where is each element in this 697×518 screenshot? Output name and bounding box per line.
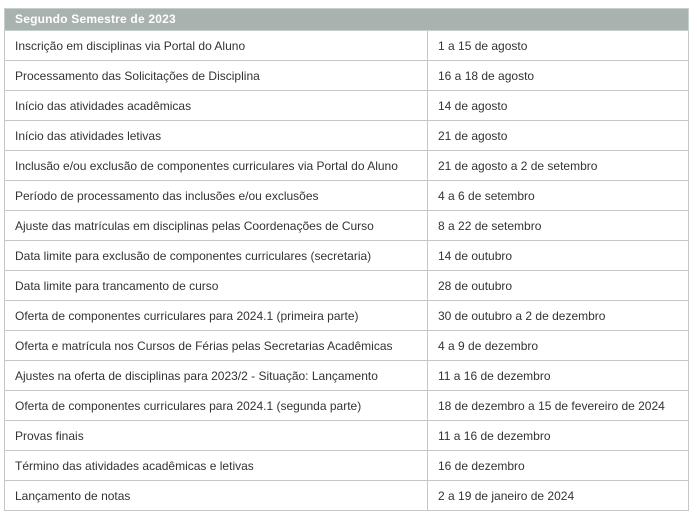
date-cell: 28 de outubro xyxy=(428,271,689,301)
date-cell: 4 a 9 de dezembro xyxy=(428,331,689,361)
event-cell: Data limite para exclusão de componentes curriculares (secretaria) xyxy=(5,241,428,271)
table-row xyxy=(5,361,689,391)
date-cell: 2 a 19 de janeiro de 2024 xyxy=(428,481,689,511)
event-cell: Oferta de componentes curriculares para 2024.1 (segunda parte) xyxy=(5,391,428,421)
table-row xyxy=(5,391,689,421)
date-cell: 1 a 15 de agosto xyxy=(428,31,689,61)
event-cell: Lançamento de notas xyxy=(5,481,428,511)
event-cell: Início das atividades letivas xyxy=(5,121,428,151)
event-cell: Oferta e matrícula nos Cursos de Férias pelas Secretarias Acadêmicas xyxy=(5,331,428,361)
table-row xyxy=(5,301,689,331)
table-row xyxy=(5,271,689,301)
event-cell: Ajuste das matrículas em disciplinas pelas Coordenações de Curso xyxy=(5,211,428,241)
event-cell: Inscrição em disciplinas via Portal do Aluno xyxy=(5,31,428,61)
table-row xyxy=(5,481,689,511)
date-cell: 30 de outubro a 2 de dezembro xyxy=(428,301,689,331)
table-header-cell: Segundo Semestre de 2023 xyxy=(5,9,689,31)
academic-calendar-table xyxy=(4,8,689,511)
table-row xyxy=(5,91,689,121)
table-row xyxy=(5,211,689,241)
table-row xyxy=(5,241,689,271)
table-row xyxy=(5,181,689,211)
date-cell: 16 a 18 de agosto xyxy=(428,61,689,91)
date-cell: 4 a 6 de setembro xyxy=(428,181,689,211)
event-cell: Inclusão e/ou exclusão de componentes curriculares via Portal do Aluno xyxy=(5,151,428,181)
event-cell: Início das atividades acadêmicas xyxy=(5,91,428,121)
date-cell: 14 de agosto xyxy=(428,91,689,121)
table-row xyxy=(5,121,689,151)
date-cell: 18 de dezembro a 15 de fevereiro de 2024 xyxy=(428,391,689,421)
event-cell: Ajustes na oferta de disciplinas para 2023/2 - Situação: Lançamento xyxy=(5,361,428,391)
date-cell: 16 de dezembro xyxy=(428,451,689,481)
date-cell: 11 a 16 de dezembro xyxy=(428,361,689,391)
table-row xyxy=(5,451,689,481)
table-header-row xyxy=(5,9,689,31)
date-cell: 21 de agosto xyxy=(428,121,689,151)
table-row xyxy=(5,61,689,91)
event-cell: Término das atividades acadêmicas e letivas xyxy=(5,451,428,481)
calendar-table-head xyxy=(5,9,689,31)
date-cell: 14 de outubro xyxy=(428,241,689,271)
event-cell: Período de processamento das inclusões e/ou exclusões xyxy=(5,181,428,211)
event-cell: Data limite para trancamento de curso xyxy=(5,271,428,301)
table-row xyxy=(5,151,689,181)
date-cell: 8 a 22 de setembro xyxy=(428,211,689,241)
calendar-table-body xyxy=(5,31,689,511)
table-row xyxy=(5,421,689,451)
date-cell: 11 a 16 de dezembro xyxy=(428,421,689,451)
table-row xyxy=(5,331,689,361)
event-cell: Provas finais xyxy=(5,421,428,451)
event-cell: Oferta de componentes curriculares para 2024.1 (primeira parte) xyxy=(5,301,428,331)
date-cell: 21 de agosto a 2 de setembro xyxy=(428,151,689,181)
table-row xyxy=(5,31,689,61)
event-cell: Processamento das Solicitações de Disciplina xyxy=(5,61,428,91)
